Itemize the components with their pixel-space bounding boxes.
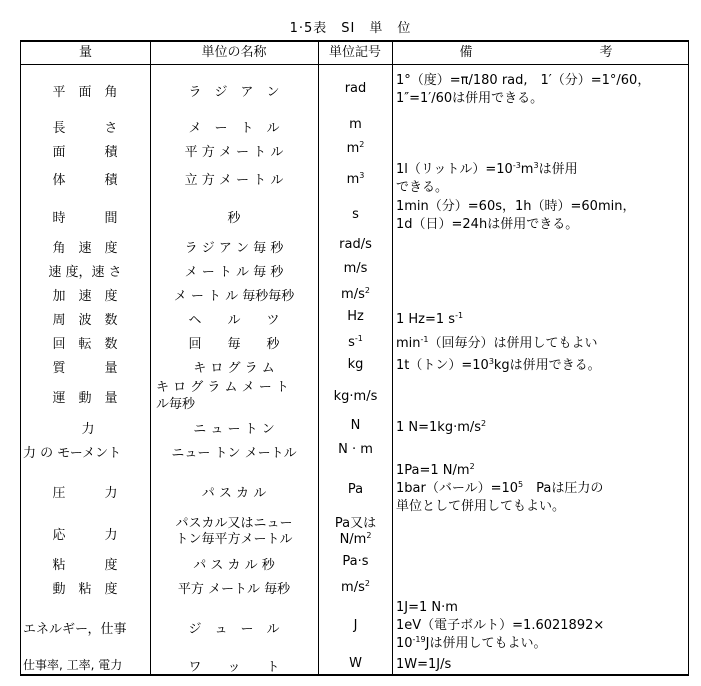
remarks-mass: 1t（トン）$=10^3kg$は併用できる。 (396, 357, 601, 373)
quantity-cell: 力 (81, 422, 95, 437)
unit-symbol-cell: Pa又は $N/m^2$ (334, 516, 377, 547)
unit-symbol-cell: rad (344, 81, 367, 96)
quantity-cell: 動 粘 度 (52, 582, 118, 597)
unit-name-cell: メ ー ト ル 毎秒毎秒 (173, 289, 295, 304)
unit-symbol-cell: Pa·s (342, 554, 369, 569)
unit-name-cell: ラ ジ ア ン (188, 85, 280, 100)
unit-symbol-cell: $m^2$ (346, 140, 365, 156)
quantity-cell: 速 度，速 さ (48, 265, 122, 280)
unit-symbol-cell: $m/s^2$ (341, 286, 370, 302)
unit-symbol-cell: N · m (338, 442, 373, 457)
quantity-cell: 質 量 (52, 361, 118, 376)
remarks-energy: 1J=1 N·m 1eV（電子ボルト）=1.6021892× $10^{-19}J$は併用してもよい。 (396, 600, 605, 651)
header-quantity: 量 (78, 45, 92, 60)
unit-symbol-cell: rad/s (339, 237, 372, 252)
unit-name-cell: メ ー ト ル 毎 秒 (184, 265, 284, 280)
quantity-cell: 応 力 (52, 528, 118, 543)
quantity-cell: エネルギー，仕事 (23, 622, 127, 637)
unit-name-cell: キ ロ グ ラ ム (193, 361, 275, 376)
quantity-cell: 時 間 (52, 211, 118, 226)
remarks-frequency: 1 Hz=1 $s^{-1}$ (396, 311, 464, 327)
quantity-cell: 力 の モーメント (23, 446, 122, 461)
unit-name-cell: パ ス カ ル 秒 (193, 558, 275, 573)
unit-symbol-cell: $m/s^2$ (341, 579, 370, 595)
quantity-cell: 角 速 度 (52, 241, 118, 256)
unit-name-cell: 秒 (227, 211, 241, 226)
unit-symbol-cell: Pa (347, 482, 364, 497)
quantity-cell: 周 波 数 (52, 313, 118, 328)
unit-symbol-cell: kg·m/s (333, 389, 378, 404)
column-divider (392, 42, 393, 674)
unit-name-cell: メ ー ト ル (188, 121, 280, 136)
unit-name-cell: ジ ュ ー ル (188, 622, 280, 637)
header-unit-name: 単位の名称 (201, 45, 267, 60)
unit-name-cell: 回 毎 秒 (188, 337, 280, 352)
unit-name-cell: 立 方 メ ー ト ル (184, 173, 284, 188)
unit-symbol-cell: W (349, 656, 362, 671)
unit-name-cell: ワ ッ ト (188, 660, 280, 675)
remarks-rotation: $\min^{-1}$（回毎分）は併用してもよい (396, 335, 598, 351)
unit-name-cell: パ ス カ ル (201, 486, 267, 501)
unit-symbol-cell: m/s (343, 261, 368, 276)
unit-name-cell: キ ロ グ ラ ム メ ー ト ル毎秒 (156, 380, 289, 412)
unit-name-cell: 平 方 メ ー ト ル (184, 145, 284, 160)
remarks-volume: 1l（リットル）$=10^{-3}m^3$は併用 できる。 (396, 161, 578, 195)
unit-name-cell: ヘ ル ツ (188, 313, 280, 328)
quantity-cell: 運 動 量 (52, 391, 118, 406)
table-title: 1·5表 SI 単 位 (289, 21, 412, 36)
quantity-cell: 回 転 数 (52, 337, 118, 352)
quantity-cell: 粘 度 (52, 558, 118, 573)
remarks-pressure: 1Pa=1 $N/m^2$ 1bar（バール）$=10^5$ Paは圧力の 単位として併用してもよい。 (396, 462, 604, 514)
header-remarks-2: 考 (599, 45, 613, 60)
header-divider (21, 64, 688, 65)
quantity-cell: 平 面 角 (52, 85, 118, 100)
unit-name-cell: ニ ュ ー ト ン (193, 422, 275, 437)
quantity-cell: 面 積 (52, 145, 118, 160)
unit-symbol-cell: N (350, 418, 361, 433)
quantity-cell: 圧 力 (52, 486, 118, 501)
unit-symbol-cell: s (352, 207, 359, 222)
header-unit-symbol: 単位記号 (328, 45, 381, 60)
remarks-angle: 1°（度）=π/180 rad, 1′（分）=1°/60， 1″=1′/60は併用できる。 (396, 73, 651, 106)
remarks-power: 1W=1J/s (396, 657, 452, 672)
quantity-cell: 仕事率, 工率, 電力 (23, 658, 123, 672)
unit-name-cell: ニュー トン メートル (171, 446, 297, 461)
quantity-cell: 体 積 (52, 173, 118, 188)
si-units-table (20, 40, 689, 676)
remarks-force: 1 $N=1kg\cdot m/s^2$ (396, 419, 487, 435)
header-remarks-1: 備 (459, 45, 473, 60)
unit-symbol-cell: m (349, 117, 362, 132)
unit-symbol-cell: J (353, 618, 358, 633)
quantity-cell: 長 さ (52, 121, 118, 136)
unit-name-cell: パスカル又はニュー トン毎平方メートル (175, 516, 293, 547)
unit-symbol-cell: $m^3$ (346, 171, 365, 187)
unit-name-cell: ラ ジ ア ン 毎 秒 (184, 241, 284, 256)
unit-symbol-cell: $s^{-1}$ (348, 334, 363, 350)
quantity-cell: 加 速 度 (52, 289, 118, 304)
unit-name-cell: 平方 メートル 毎秒 (177, 582, 291, 597)
unit-symbol-cell: Hz (347, 309, 364, 324)
remarks-time: 1min（分）=60s，1h（時）=60min， 1d（日）=24hは併用できる。 (396, 199, 636, 232)
unit-symbol-cell: kg (347, 357, 364, 372)
